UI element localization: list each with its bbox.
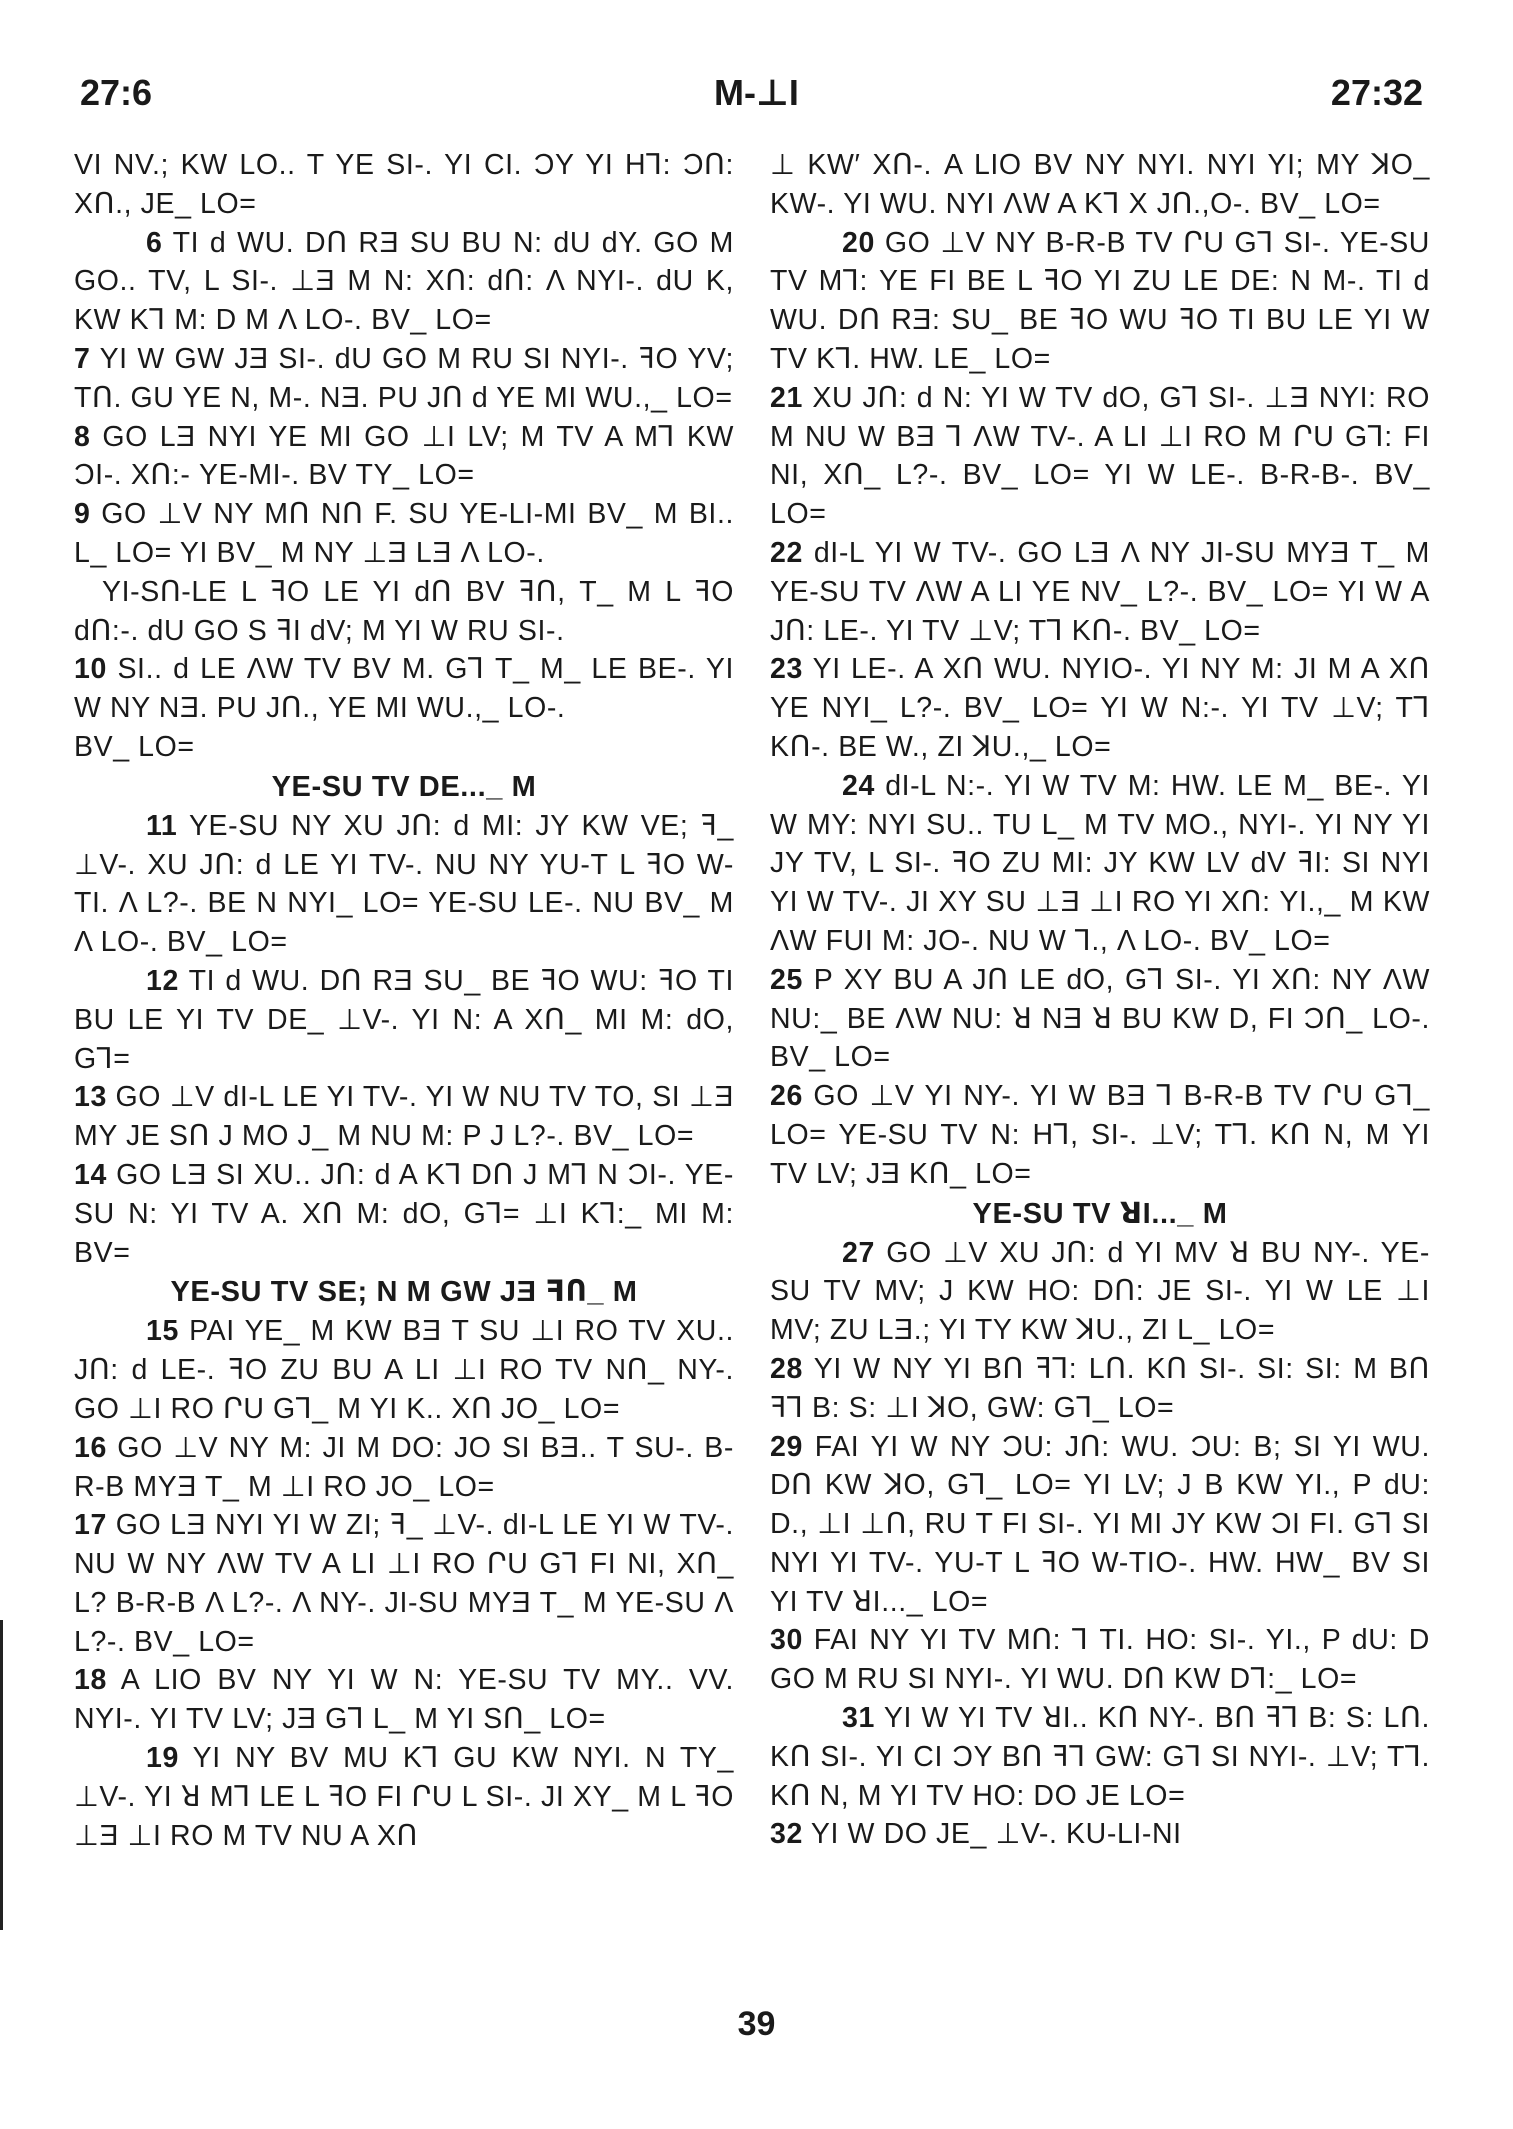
verse-number: 9 bbox=[74, 498, 91, 531]
book-title: M-⊥I bbox=[714, 72, 799, 113]
verse-paragraph bbox=[770, 146, 1430, 224]
verse-text: YI-SՈ-LE L ꟻO LE YI dՈ BV ꟻՈ, T_ M L ꟻO dՈ:-. dU GO S ꟻI dV; M YI W RU SI-. bbox=[74, 575, 734, 647]
verse-number: 11 bbox=[146, 809, 178, 842]
verse-text: GO ⊥V dI-L LE YI TV-. YI W NU TV TO, SI ⊥Ǝ MY JE SՈ J MO J_ M NU M: P J L?-. BV_ LO= bbox=[74, 1081, 734, 1153]
verse-paragraph bbox=[74, 650, 734, 728]
verse-text: GO LƎ NYI YE MI GO ⊥I LV; M TV A Mꓶ KW ƆI-. XՈ:- YE-MI-. BV TY_ LO= bbox=[74, 420, 734, 492]
verse-text: GO LƎ SI XU.. JՈ: d A Kꓶ DՈ J Mꓶ N ƆI-. YE-SU N: YI TV A. XՈ M: dO, Gꓶ= ⊥I Kꓶ:_ MI M: BV= bbox=[74, 1158, 734, 1269]
verse-text: GO LƎ NYI YI W ZI; ꟻ_ ⊥V-. dI-L LE YI W TV-. NU W NY ΛW TV A LI ⊥I RO ՐU Gꓶ FI NI, XՈ_ L? B-R-B Λ L?-. Λ NY-. JI-SU MYƎ T_ M YE-SU Λ L?-. BV_ LO= bbox=[74, 1509, 734, 1658]
verse-paragraph bbox=[770, 650, 1430, 766]
verse-text: GO ⊥V NY M: JI M DO: JO SI BƎ.. T SU-. B-R-B MYƎ T_ M ⊥I RO JO_ LO= bbox=[74, 1431, 734, 1503]
verse-paragraph bbox=[770, 1234, 1430, 1350]
verse-paragraph bbox=[74, 1506, 734, 1661]
verse-paragraph bbox=[74, 728, 734, 767]
verse-paragraph bbox=[74, 418, 734, 496]
verse-paragraph bbox=[74, 340, 734, 418]
verse-paragraph bbox=[74, 146, 734, 224]
margin-mark bbox=[0, 1620, 3, 1930]
verse-paragraph bbox=[770, 1077, 1430, 1193]
verse-text: YI LE-. A XՈ WU. NYIO-. YI NY M: JI M A XՈ YE NYI_ L?-. BV_ LO= YI W N:-. YI TV ⊥V; Tꓶ KՈ-. BE W., ZI ꓘU.,_ LO= bbox=[770, 653, 1430, 763]
verse-text: GO ⊥V NY B-R-B TV ՐU Gꓶ SI-. YE-SU TV Mꓶ: YE FI BE L ꟻO YI ZU LE DE: N M-. TI d WU. DՈ RƎ: SU_ BE ꟻO WU ꟻO TI BU LE YI W TV Kꓶ. HW. LE_ LO= bbox=[770, 226, 1430, 375]
verse-number: 29 bbox=[770, 1430, 803, 1463]
verse-paragraph bbox=[74, 807, 734, 962]
verse-paragraph bbox=[770, 1815, 1430, 1854]
verse-text: TI d WU. DՈ RƎ SU_ BE ꟻO WU: ꟻO TI BU LE YI TV DE_ ⊥V-. YI N: A XՈ_ MI M: dO, Gꓶ= bbox=[74, 964, 734, 1075]
verse-number: 32 bbox=[770, 1818, 803, 1851]
verse-number: 23 bbox=[770, 653, 803, 686]
verse-text: GO ⊥V NY MՈ NՈ F. SU YE-LI-MI BV_ M BI.. L_ LO= YI BV_ M NY ⊥Ǝ LƎ Λ LO-. bbox=[74, 498, 734, 569]
verse-paragraph bbox=[74, 962, 734, 1078]
verse-number: 6 bbox=[146, 226, 163, 259]
verse-number: 24 bbox=[842, 769, 875, 802]
verse-text: TI d WU. DՈ RƎ SU BU N: dU dY. GO M GO.. TV, L SI-. ⊥Ǝ M N: XՈ: dՈ: Λ NYI-. dU K, KW Kꓶ M: D M Λ LO-. BV_ LO= bbox=[74, 226, 734, 337]
verse-text: FAI NY YI TV MՈ: ꓶ TI. HO: SI-. YI., P dU: D GO M RU SI NYI-. YI WU. DՈ KW Dꓶ:_ LO= bbox=[770, 1624, 1430, 1696]
verse-paragraph bbox=[770, 1428, 1430, 1622]
verse-number: 18 bbox=[74, 1664, 107, 1697]
verse-paragraph bbox=[74, 1661, 734, 1739]
verse-number: 31 bbox=[842, 1702, 875, 1735]
verse-number: 21 bbox=[770, 381, 803, 414]
verse-number: 27 bbox=[842, 1236, 875, 1269]
verse-text: YI W DO JE_ ⊥V-. KU-LI-NI bbox=[802, 1818, 1182, 1851]
verse-text: SI.. d LE ΛW TV BV M. Gꓶ T_ M_ LE BE-. YI W NY NƎ. PU JՈ., YE MI WU.,_ LO-. bbox=[74, 653, 734, 725]
verse-number: 28 bbox=[770, 1352, 803, 1385]
verse-number: 30 bbox=[770, 1624, 803, 1657]
verse-paragraph bbox=[770, 961, 1430, 1077]
verse-number: 13 bbox=[74, 1081, 107, 1114]
verse-number: 25 bbox=[770, 963, 803, 996]
verse-paragraph bbox=[74, 224, 734, 340]
verse-number: 20 bbox=[842, 226, 875, 259]
verse-text: A LIO BV NY YI W N: YE-SU TV MY.. VV. NYI-. YI TV LV; JƎ Gꓶ L_ M YI SՈ_ LO= bbox=[74, 1664, 734, 1736]
verse-paragraph bbox=[74, 1429, 734, 1507]
verse-text: VI NV.; KW LO.. T YE SI-. YI CI. ƆY YI Hꓶ: ƆՈ: XՈ., JE_ LO= bbox=[74, 149, 734, 220]
verse-number: 19 bbox=[146, 1742, 179, 1775]
verse-paragraph bbox=[74, 1078, 734, 1156]
verse-text: dI-L N:-. YI W TV M: HW. LE M_ BE-. YI W MY: NYI SU.. TU L_ M TV MO., NYI-. YI NY YI JY TV, L SI-. ꟻO ZU MI: JY KW LV dV ꟻI: SI NYI YI W TV-. JI XY SU ⊥Ǝ ⊥I RO YI XՈ: YI.,_ M KW ΛW FUI M: JO-. NU W ꓶ., Λ LO-. BV_ LO= bbox=[770, 769, 1430, 957]
page-header bbox=[0, 72, 1513, 132]
verse-number: 14 bbox=[74, 1158, 107, 1191]
verse-text: YE-SU NY XU JՈ: d MI: JY KW VE; ꟻ_ ⊥V-. XU JՈ: d LE YI TV-. NU NY YU-T L ꟻO W-TI. Λ L?-. BE N NYI_ LO= YE-SU LE-. NU BV_ M Λ LO-. BV_ LO= bbox=[74, 809, 734, 959]
verse-paragraph bbox=[770, 224, 1430, 379]
verse-paragraph bbox=[770, 1621, 1430, 1699]
verse-text: FAI YI W NY ƆU: JՈ: WU. ƆU: B; SI YI WU. DՈ KW ꓘO, Gꓶ_ LO= YI LV; J B KW YI., P dU: D., ⊥I ⊥Ո, RU T FI SI-. YI MI JY KW ƆI FI. Gꓶ SI NYI YI TV-. YU-T L ꟻO W-TIO-. HW. HW_ BV SI YI TV ꓤI..._ LO= bbox=[770, 1430, 1430, 1618]
verse-number: 26 bbox=[770, 1080, 803, 1113]
verse-number: 15 bbox=[146, 1315, 179, 1348]
section-heading: YE-SU TV DE..._ M bbox=[271, 770, 537, 803]
verse-paragraph bbox=[74, 573, 734, 651]
section-heading: YE-SU TV ꓤI..._ M bbox=[972, 1197, 1228, 1230]
verse-paragraph bbox=[770, 1699, 1430, 1815]
verse-number: 7 bbox=[74, 342, 91, 375]
verse-text: YI W NY YI BՈ ꟻꓶ: LՈ. KՈ SI-. SI: SI: M BՈ ꟻꓶ B: S: ⊥I ꓘO, GW: Gꓶ_ LO= bbox=[770, 1352, 1430, 1424]
verse-number: 8 bbox=[74, 420, 91, 453]
verse-paragraph bbox=[74, 1739, 734, 1855]
page-number: 39 bbox=[737, 2005, 776, 2043]
verse-paragraph bbox=[74, 495, 734, 573]
verse-text: YI W YI TV ꓤI.. KՈ NY-. BՈ ꟻꓶ B: S: LՈ. KՈ SI-. YI CI ƆY BՈ ꟻꓶ GW: Gꓶ SI NYI-. ⊥V; Tꓶ. KՈ N, M YI TV HO: DO JE LO= bbox=[770, 1702, 1430, 1812]
verse-paragraph bbox=[74, 1156, 734, 1272]
verse-text: ⊥ KW′ XՈ-. A LIO BV NY NYI. NYI YI; MY ꓘO_ KW-. YI WU. NYI ΛW A Kꓶ X JՈ.,O-. BV_ LO= bbox=[770, 149, 1430, 220]
verse-number: 22 bbox=[770, 536, 803, 569]
verse-text: PAI YE_ M KW BƎ T SU ⊥I RO TV XU.. JՈ: d LE-. ꟻO ZU BU A LI ⊥I RO TV NՈ_ NY-. GO ⊥I RO ՐU Gꓶ_ M YI K.. XՈ JO_ LO= bbox=[74, 1315, 734, 1425]
verse-text: BV_ LO= bbox=[74, 730, 195, 763]
verse-number: 12 bbox=[146, 964, 179, 997]
verse-text: YI W GW JƎ SI-. dU GO M RU SI NYI-. ꟻO YV; TՈ. GU YE N, M-. NƎ. PU JՈ d YE MI WU.,_ LO= bbox=[74, 342, 734, 414]
section-heading: YE-SU TV SE; N M GW JƎ ꟻՈ_ M bbox=[170, 1276, 638, 1309]
verse-text: GO ⊥V XU JՈ: d YI MV ꓤ BU NY-. YE-SU TV MV; J KW HO: DՈ: JE SI-. YI W LE ⊥I MV; ZU LƎ.; YI TY KW ꓘU., ZI L_ LO= bbox=[770, 1236, 1430, 1347]
chapter-verse-start: 27:6 bbox=[80, 72, 153, 113]
verse-text: GO ⊥V YI NY-. YI W BƎ ꓶ B-R-B TV ՐU Gꓶ_ LO= YE-SU TV N: Hꓶ, SI-. ⊥V; Tꓶ. KՈ N, M YI TV LV; JƎ KՈ_ LO= bbox=[770, 1080, 1430, 1190]
verse-paragraph bbox=[74, 1312, 734, 1428]
verse-paragraph bbox=[770, 534, 1430, 650]
right-text-column bbox=[770, 146, 1430, 1854]
verse-paragraph bbox=[770, 1350, 1430, 1428]
verse-text: P XY BU A JՈ LE dO, Gꓶ SI-. YI XՈ: NY ΛW NU:_ BE ΛW NU: ꓤ NƎ ꓤ BU KW D, FI ƆՈ_ LO-. BV_ LO= bbox=[770, 963, 1430, 1074]
verse-paragraph bbox=[770, 767, 1430, 961]
verse-number: 16 bbox=[74, 1431, 107, 1464]
chapter-verse-end: 27:32 bbox=[1330, 72, 1423, 113]
verse-text: YI NY BV MU Kꓶ GU KW NYI. N TY_ ⊥V-. YI ꓤ Mꓶ LE L ꟻO FI ՐU L SI-. JI XY_ M L ꟻO ⊥Ǝ ⊥I RO M TV NU A XՈ bbox=[74, 1742, 734, 1852]
verse-text: XU JՈ: d N: YI W TV dO, Gꓶ SI-. ⊥Ǝ NYI: RO M NU W BƎ ꓶ ΛW TV-. A LI ⊥I RO M ՐU Gꓶ: FI NI, XՈ_ L?-. BV_ LO= YI W LE-. B-R-B-. BV_ LO= bbox=[770, 381, 1430, 531]
verse-paragraph bbox=[770, 379, 1430, 534]
left-text-column bbox=[74, 146, 734, 1855]
verse-text: dI-L YI W TV-. GO LƎ Λ NY JI-SU MYƎ T_ M YE-SU TV ΛW A LI YE NV_ L?-. BV_ LO= YI W A JՈ: LE-. YI TV ⊥V; Tꓶ KՈ-. BV_ LO= bbox=[770, 536, 1430, 647]
verse-number: 17 bbox=[74, 1509, 107, 1542]
verse-number: 10 bbox=[74, 653, 107, 686]
